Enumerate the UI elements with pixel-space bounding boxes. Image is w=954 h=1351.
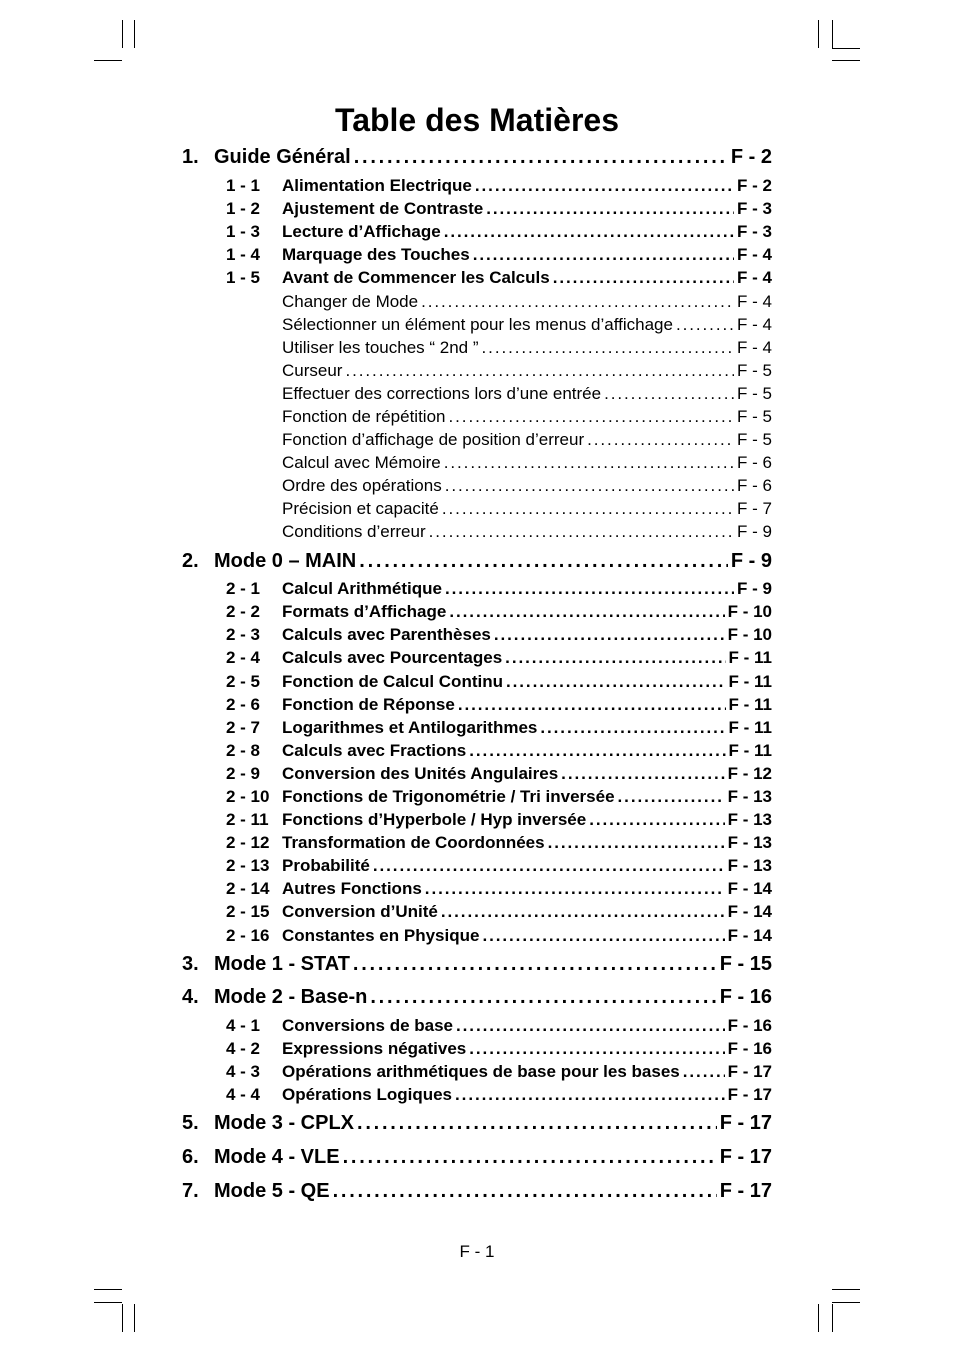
toc-entry-number: 2 - 6 xyxy=(226,695,261,714)
dot-leader xyxy=(456,1016,725,1036)
toc-entry-label xyxy=(282,453,441,473)
toc-entry-page: F - 16 xyxy=(727,1016,772,1035)
toc-section[interactable] xyxy=(182,1085,772,1105)
toc-entry-page: F - 5 xyxy=(737,407,772,426)
toc-entry-number: 2 - 13 xyxy=(226,856,270,875)
toc-section[interactable] xyxy=(182,579,772,599)
toc-section[interactable] xyxy=(182,879,772,899)
dot-leader xyxy=(357,1112,717,1135)
toc-entry-title: Conversion des Unités Angulaires xyxy=(282,764,559,783)
dot-leader xyxy=(553,268,734,288)
toc-section[interactable] xyxy=(182,268,772,288)
toc-entry-label xyxy=(182,550,356,573)
toc-section[interactable] xyxy=(182,810,772,830)
toc-entry-page: F - 14 xyxy=(727,879,772,898)
toc-entry-label xyxy=(282,430,584,450)
toc-entry-label xyxy=(226,718,537,738)
toc-section[interactable] xyxy=(182,602,772,622)
dot-leader xyxy=(429,522,734,542)
toc-entry-number: 2 - 1 xyxy=(226,579,261,598)
toc-chapter[interactable] xyxy=(182,986,772,1009)
toc-entry-title: Marquage des Touches xyxy=(282,245,470,264)
toc-chapter[interactable] xyxy=(182,1146,772,1169)
toc-entry-page: F - 15 xyxy=(719,953,772,975)
toc-entry-title: Ajustement de Contraste xyxy=(282,199,484,218)
toc-entry-label xyxy=(226,1039,466,1059)
toc-entry-number: 1. xyxy=(182,146,199,168)
toc-entry-label xyxy=(226,764,558,784)
toc-entry-number: 2 - 16 xyxy=(226,926,270,945)
dot-leader xyxy=(589,810,724,830)
toc-entry-label xyxy=(226,810,586,830)
toc-entry-title: Alimentation Electrique xyxy=(282,176,472,195)
toc-entry-page: F - 6 xyxy=(737,453,772,472)
dot-leader xyxy=(505,648,725,668)
dot-leader xyxy=(587,430,734,450)
dot-leader xyxy=(421,292,734,312)
dot-leader xyxy=(482,338,735,358)
toc-entry-number: 2 - 14 xyxy=(226,879,270,898)
toc-entry-page: F - 4 xyxy=(737,315,772,334)
toc-entry-title: Mode 0 – MAIN xyxy=(214,550,357,572)
dot-leader xyxy=(345,361,734,381)
toc-entry-label xyxy=(226,199,483,219)
toc-entry-label xyxy=(226,625,491,645)
toc-entry-label xyxy=(226,1016,453,1036)
toc-entry-page: F - 16 xyxy=(719,986,772,1008)
toc-chapter[interactable] xyxy=(182,146,772,169)
toc-chapter[interactable] xyxy=(182,1112,772,1135)
toc-entry-label xyxy=(226,879,422,899)
dot-leader xyxy=(458,695,726,715)
toc-entry-title: Conditions d’erreur xyxy=(282,522,426,541)
toc-entry-page: F - 5 xyxy=(737,361,772,380)
toc-entry-label xyxy=(282,522,426,542)
toc-entry-label xyxy=(226,579,442,599)
toc-entry-number: 2 - 4 xyxy=(226,648,261,667)
toc-entry-label xyxy=(282,476,442,496)
toc-entry-title: Calculs avec Pourcentages xyxy=(282,648,503,667)
toc-entry-number: 7. xyxy=(182,1180,199,1202)
toc-entry-title: Avant de Commencer les Calculs xyxy=(282,268,550,287)
dot-leader xyxy=(494,625,725,645)
toc-entry-page: F - 7 xyxy=(737,499,772,518)
toc-entry-title: Expressions négatives xyxy=(282,1039,467,1058)
dot-leader xyxy=(548,833,725,853)
toc-entry-label xyxy=(226,176,472,196)
toc-entry-page: F - 11 xyxy=(728,718,772,737)
toc-entry-page: F - 4 xyxy=(737,338,772,357)
toc-entry-page: F - 17 xyxy=(727,1085,772,1104)
dot-leader xyxy=(540,718,725,738)
toc-entry-number: 2 - 8 xyxy=(226,741,261,760)
toc-section[interactable] xyxy=(182,833,772,853)
toc-subsection[interactable] xyxy=(182,315,772,335)
toc-entry-page: F - 17 xyxy=(719,1146,772,1168)
toc-entry-label xyxy=(226,602,446,622)
toc-entry-number: 2 - 2 xyxy=(226,602,261,621)
toc-entry-page: F - 17 xyxy=(719,1180,772,1202)
toc-section[interactable] xyxy=(182,648,772,668)
dot-leader xyxy=(445,579,734,599)
dot-leader xyxy=(444,222,734,242)
toc-entry-title: Changer de Mode xyxy=(282,292,419,311)
dot-leader xyxy=(455,1085,725,1105)
toc-entry-page: F - 11 xyxy=(728,695,772,714)
toc-entry-page: F - 17 xyxy=(727,1062,772,1081)
dot-leader xyxy=(469,741,725,761)
toc-entry-title: Conversions de base xyxy=(282,1016,454,1035)
toc-subsection[interactable] xyxy=(182,292,772,312)
dot-leader xyxy=(354,146,728,169)
toc-entry-number: 2 - 11 xyxy=(226,810,269,829)
dot-leader xyxy=(561,764,724,784)
toc-entry-title: Sélectionner un élément pour les menus d’affichage xyxy=(282,315,673,334)
toc-entry-number: 4 - 1 xyxy=(226,1016,261,1035)
toc-entry-page: F - 11 xyxy=(728,648,772,667)
dot-leader xyxy=(370,986,716,1009)
toc-entry-label xyxy=(226,672,503,692)
dot-leader xyxy=(482,926,724,946)
toc-entry-page: F - 4 xyxy=(737,292,772,311)
dot-leader xyxy=(359,550,728,573)
toc-entry-number: 1 - 4 xyxy=(226,245,261,264)
toc-entry-label xyxy=(226,648,502,668)
toc-entry-number: 4 - 2 xyxy=(226,1039,261,1058)
toc-entry-number: 2 - 7 xyxy=(226,718,261,737)
toc-entry-number: 2 - 12 xyxy=(226,833,270,852)
toc-entry-label xyxy=(226,926,479,946)
dot-leader xyxy=(442,499,734,519)
dot-leader xyxy=(343,1146,717,1169)
toc-entry-number: 1 - 5 xyxy=(226,268,261,287)
dot-leader xyxy=(449,407,735,427)
toc-entry-label xyxy=(282,407,446,427)
dot-leader xyxy=(618,787,725,807)
toc-section[interactable] xyxy=(182,856,772,876)
page-number: F - 1 xyxy=(459,1242,495,1261)
toc-entry-number: 4 - 3 xyxy=(226,1062,261,1081)
toc-chapter[interactable] xyxy=(182,953,772,976)
toc-entry-page: F - 5 xyxy=(737,384,772,403)
toc-entry-number: 1 - 3 xyxy=(226,222,261,241)
toc-entry-label xyxy=(182,953,350,976)
toc-entry-label xyxy=(226,787,615,807)
dot-leader xyxy=(445,476,734,496)
toc-section[interactable] xyxy=(182,672,772,692)
toc-entry-label xyxy=(226,222,441,242)
toc-entry-title: Fonction de Réponse xyxy=(282,695,455,714)
toc-entry-page: F - 2 xyxy=(737,176,772,195)
toc-entry-page: F - 9 xyxy=(737,522,772,541)
toc-entry-title: Calcul Arithmétique xyxy=(282,579,442,598)
toc-entry-title: Fonctions d’Hyperbole / Hyp inversée xyxy=(282,810,587,829)
toc-entry-title: Fonctions de Trigonométrie / Tri inversée xyxy=(282,787,615,806)
toc-entry-page: F - 10 xyxy=(727,602,772,621)
toc-entry-page: F - 10 xyxy=(727,625,772,644)
toc-entry-number: 2 - 3 xyxy=(226,625,261,644)
toc-entry-number: 6. xyxy=(182,1146,199,1168)
toc-entry-number: 5. xyxy=(182,1112,199,1134)
toc-entry-label xyxy=(282,338,479,358)
toc-entry-title: Ordre des opérations xyxy=(282,476,442,495)
toc-entry-label xyxy=(226,741,466,761)
dot-leader xyxy=(469,1039,724,1059)
dot-leader xyxy=(475,176,734,196)
toc-entry-number: 2. xyxy=(182,550,199,572)
dot-leader xyxy=(333,1180,717,1203)
toc-entry-number: 2 - 15 xyxy=(226,902,270,921)
toc-entry-number: 2 - 5 xyxy=(226,672,261,691)
toc-entry-title: Logarithmes et Antilogarithmes xyxy=(282,718,538,737)
toc-section[interactable] xyxy=(182,764,772,784)
toc-section[interactable] xyxy=(182,926,772,946)
toc-entry-title: Précision et capacité xyxy=(282,499,439,518)
toc-section[interactable] xyxy=(182,695,772,715)
toc-section[interactable] xyxy=(182,741,772,761)
dot-leader xyxy=(425,879,725,899)
toc-subsection[interactable] xyxy=(182,499,772,519)
toc-entry-label xyxy=(282,361,342,381)
toc-entry-page: F - 2 xyxy=(730,146,772,168)
toc-entry-page: F - 3 xyxy=(737,199,772,218)
toc-entry-label xyxy=(282,499,439,519)
dot-leader xyxy=(683,1062,725,1082)
toc-subsection[interactable] xyxy=(182,361,772,381)
toc-entry-title: Calculs avec Parenthèses xyxy=(282,625,491,644)
toc-entry-number: 2 - 10 xyxy=(226,787,270,806)
toc-entry-page: F - 4 xyxy=(737,245,772,264)
toc-entry-page: F - 14 xyxy=(727,902,772,921)
toc-entry-title: Opérations arithmétiques de base pour les bases xyxy=(282,1062,680,1081)
toc-entry-label xyxy=(226,268,550,288)
toc-entry-page: F - 9 xyxy=(730,550,772,572)
dot-leader xyxy=(486,199,734,219)
toc-entry-label xyxy=(226,833,545,853)
toc-entry-title: Mode 2 - Base-n xyxy=(214,986,368,1008)
toc-entry-title: Fonction de Calcul Continu xyxy=(282,672,503,691)
dot-leader xyxy=(444,453,734,473)
toc-entry-label xyxy=(226,695,455,715)
toc-section[interactable] xyxy=(182,1016,772,1036)
toc-entry-label xyxy=(282,292,418,312)
toc-entry-page: F - 13 xyxy=(727,856,772,875)
toc-entry-number: 4. xyxy=(182,986,199,1008)
toc-subsection[interactable] xyxy=(182,522,772,542)
toc-entry-number: 2 - 9 xyxy=(226,764,261,783)
toc-entry-page: F - 13 xyxy=(727,833,772,852)
toc-entry-label xyxy=(226,902,438,922)
toc-entry-title: Conversion d’Unité xyxy=(282,902,438,921)
dot-leader xyxy=(604,384,734,404)
toc-entry-label xyxy=(182,1112,354,1135)
toc-entry-label xyxy=(182,1146,340,1169)
toc-entry-title: Constantes en Physique xyxy=(282,926,480,945)
toc-subsection[interactable] xyxy=(182,476,772,496)
toc-entry-title: Calcul avec Mémoire xyxy=(282,453,441,472)
toc-section[interactable] xyxy=(182,902,772,922)
toc-entry-label xyxy=(226,1062,680,1082)
toc-entry-title: Utiliser les touches “ 2nd ” xyxy=(282,338,479,357)
toc-entry-number: 3. xyxy=(182,953,199,975)
toc-entry-page: F - 4 xyxy=(737,268,772,287)
toc-section[interactable] xyxy=(182,176,772,196)
toc-section[interactable] xyxy=(182,199,772,219)
dot-leader xyxy=(441,902,725,922)
toc-entry-title: Effectuer des corrections lors d’une entrée xyxy=(282,384,602,403)
toc-entry-label xyxy=(282,384,601,404)
toc-section[interactable] xyxy=(182,625,772,645)
toc-entry-title: Mode 5 - QE xyxy=(214,1180,330,1202)
toc-section[interactable] xyxy=(182,787,772,807)
toc-entry-label xyxy=(182,1180,330,1203)
toc-entry-title: Formats d’Affichage xyxy=(282,602,447,621)
toc-subsection[interactable] xyxy=(182,407,772,427)
dot-leader xyxy=(676,315,734,335)
toc-entry-page: F - 12 xyxy=(727,764,772,783)
toc-section[interactable] xyxy=(182,1062,772,1082)
toc-entry-page: F - 3 xyxy=(737,222,772,241)
toc-section[interactable] xyxy=(182,245,772,265)
toc-section[interactable] xyxy=(182,1039,772,1059)
toc-entry-label xyxy=(226,245,470,265)
toc-entry-title: Probabilité xyxy=(282,856,370,875)
toc-entry-page: F - 17 xyxy=(719,1112,772,1134)
toc-entry-title: Mode 1 - STAT xyxy=(214,953,350,975)
toc-entry-title: Opérations Logiques xyxy=(282,1085,453,1104)
toc-entry-title: Lecture d’Affichage xyxy=(282,222,441,241)
toc-entry-title: Autres Fonctions xyxy=(282,879,422,898)
toc-entry-label xyxy=(182,146,351,169)
toc-entry-label xyxy=(282,315,673,335)
toc-entry-number: 4 - 4 xyxy=(226,1085,261,1104)
toc-entry-page: F - 13 xyxy=(727,810,772,829)
toc-entry-title: Calculs avec Fractions xyxy=(282,741,467,760)
toc-entry-page: F - 9 xyxy=(737,579,772,598)
toc-entry-page: F - 14 xyxy=(727,926,772,945)
toc-entry-page: F - 6 xyxy=(737,476,772,495)
toc-entry-label xyxy=(226,1085,452,1105)
toc-entry-label xyxy=(182,986,367,1009)
toc-subsection[interactable] xyxy=(182,453,772,473)
dot-leader xyxy=(373,856,725,876)
toc-subsection[interactable] xyxy=(182,430,772,450)
toc-entry-label xyxy=(226,856,370,876)
toc-entry-page: F - 11 xyxy=(728,741,772,760)
toc-entry-page: F - 5 xyxy=(737,430,772,449)
toc-entry-title: Fonction de répétition xyxy=(282,407,446,426)
toc-entry-page: F - 16 xyxy=(727,1039,772,1058)
page-title: Table des Matières xyxy=(335,102,619,138)
toc-chapter[interactable] xyxy=(182,550,772,573)
dot-leader xyxy=(506,672,726,692)
toc-entry-number: 1 - 2 xyxy=(226,199,261,218)
toc-entry-title: Curseur xyxy=(282,361,343,380)
toc-chapter[interactable] xyxy=(182,1180,772,1203)
toc-entry-page: F - 13 xyxy=(727,787,772,806)
dot-leader xyxy=(449,602,724,622)
toc-entry-title: Transformation de Coordonnées xyxy=(282,833,545,852)
toc-entry-title: Guide Général xyxy=(214,146,351,168)
toc-subsection[interactable] xyxy=(182,338,772,358)
toc-entry-number: 1 - 1 xyxy=(226,176,261,195)
toc-section[interactable] xyxy=(182,222,772,242)
dot-leader xyxy=(353,953,717,976)
toc-section[interactable] xyxy=(182,718,772,738)
toc-entry-page: F - 11 xyxy=(728,672,772,691)
toc-subsection[interactable] xyxy=(182,384,772,404)
toc-entry-title: Mode 3 - CPLX xyxy=(214,1112,355,1134)
toc-entry-title: Fonction d’affichage de position d’erreur xyxy=(282,430,585,449)
dot-leader xyxy=(473,245,734,265)
toc-entry-title: Mode 4 - VLE xyxy=(214,1146,340,1168)
